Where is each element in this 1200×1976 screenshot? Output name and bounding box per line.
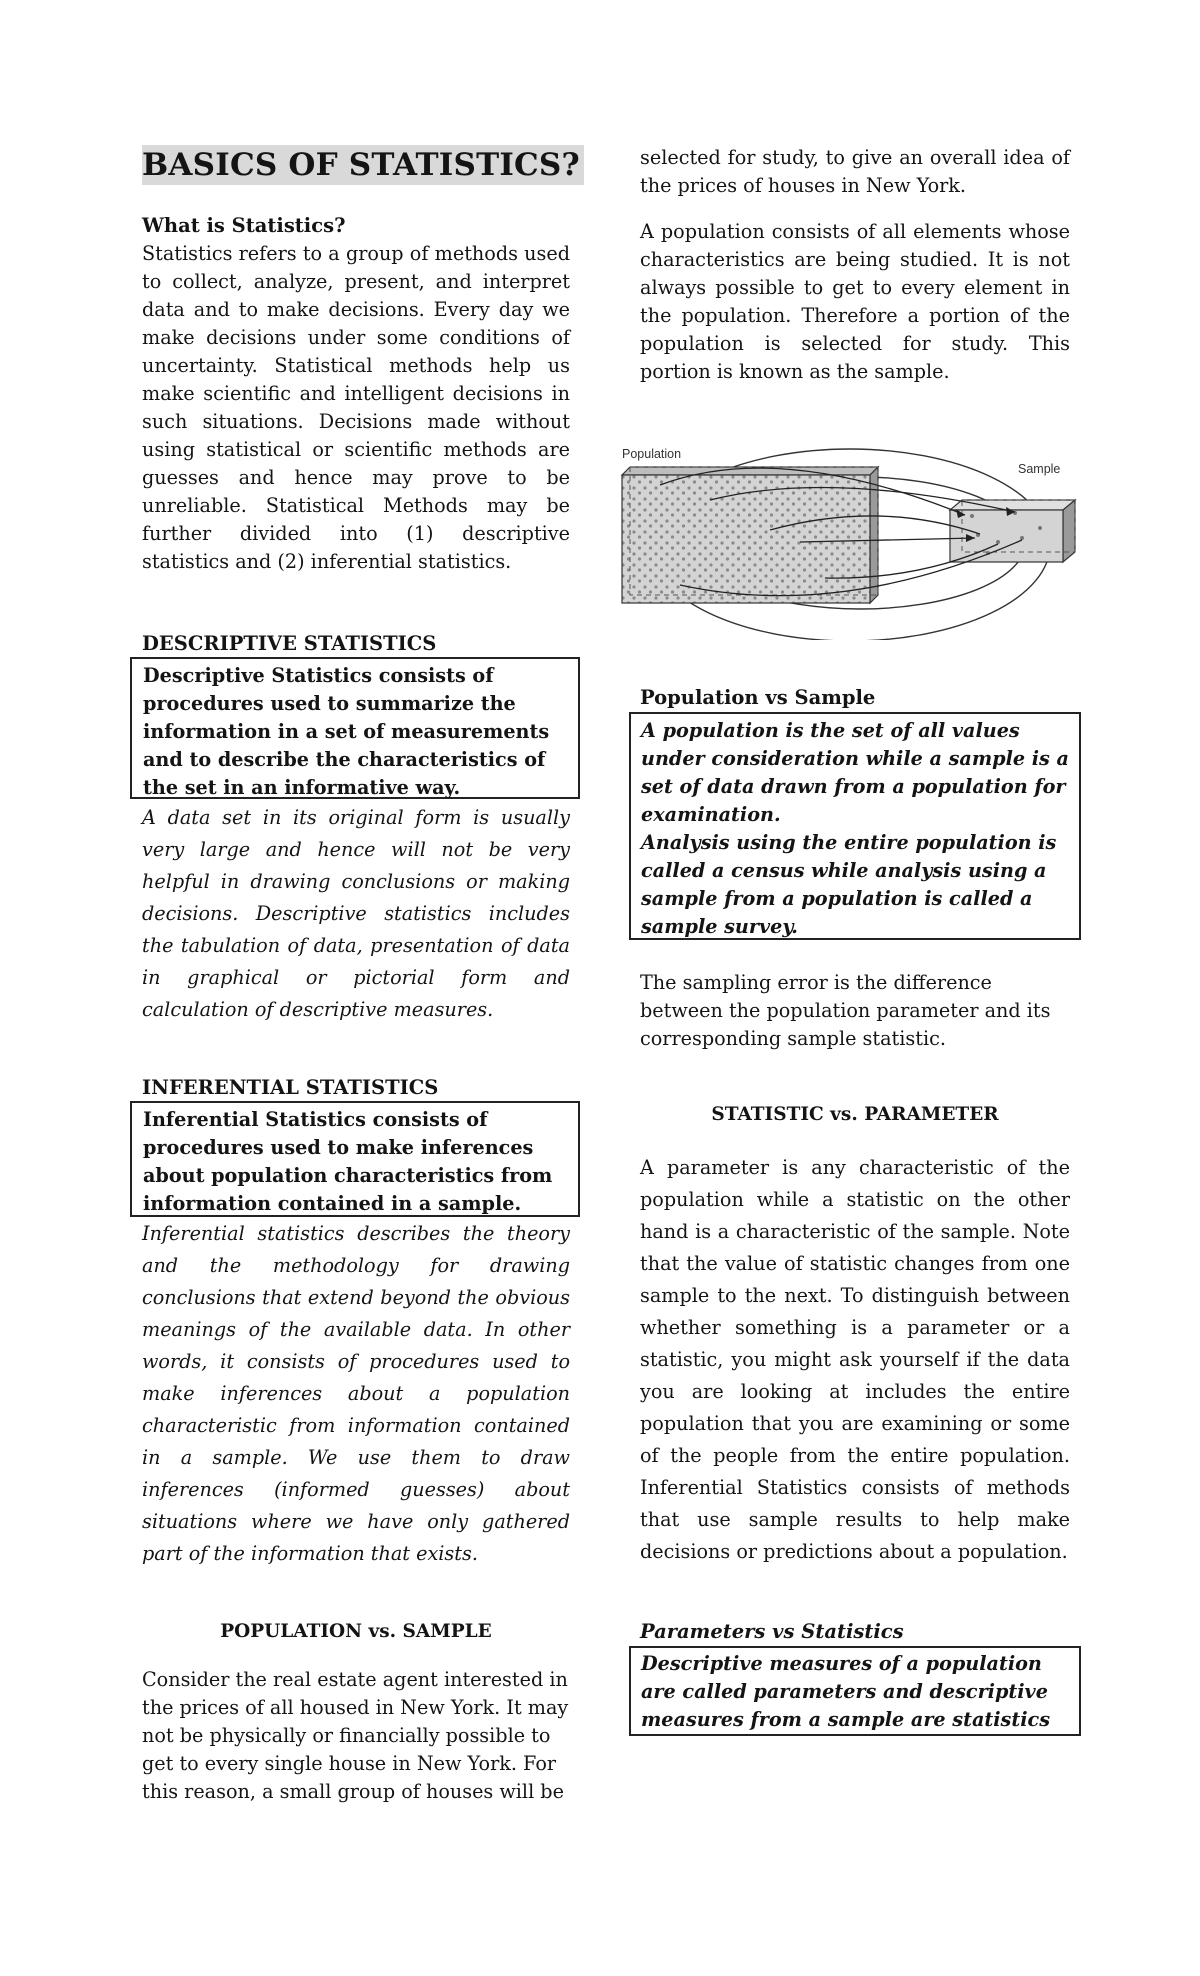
- inferential-definition-text: Inferential Statistics consists of procedures used to make inferences about population characteristics from information contained in a sample.: [143, 1108, 553, 1215]
- sampling-error-body: The sampling error is the difference between the population parameter and its corresponding sample statistic.: [640, 971, 1051, 1050]
- descriptive-definition-box: [130, 657, 580, 799]
- population-definition-body: A population consists of all elements whose characteristics are being studied. It is not always possible to get to every element in the population. Therefore a portion of the population is selected for study. This portion is known as the sample.: [640, 220, 1070, 383]
- sample-label: Sample: [1018, 462, 1061, 476]
- population-vs-sample-text-1: A population is the set of all values under consideration while a sample is a set of data drawn from a population for examination.: [641, 719, 1069, 826]
- descriptive-definition-text: Descriptive Statistics consists of procedures used to summarize the information in a set of measurements and to describe the characteristics of the set in an informative way.: [143, 664, 550, 799]
- population-vs-sample-subheading: Population vs Sample: [640, 686, 876, 709]
- population-box: [622, 475, 870, 603]
- what-is-statistics-body: Statistics refers to a group of methods used to collect, analyze, present, and interpret data and to make decisions. Every day we make decisions under some conditions of uncertainty. Statistical methods help us make scientific and intelligent decisions in such situations. Decisions made without using statistical or scientific methods are guesses and hence may prove to be unreliable. Statistical Methods may be further divided into (1) descriptive statistics and (2) inferential statistics.: [142, 242, 570, 573]
- descriptive-statistics-body: A data set in its original form is usually very large and hence will not be very helpful in drawing conclusions or making decisions. Descriptive statistics includes the tabulation of data, presentation of data in graphical or pictorial form and calculation of descriptive measures.: [142, 806, 570, 1021]
- parameters-vs-statistics-box: [629, 1646, 1081, 1736]
- population-vs-sample-box: [629, 712, 1081, 940]
- statistic-vs-parameter-heading: STATISTIC vs. PARAMETER: [711, 1104, 999, 1125]
- parameters-vs-statistics-text: Descriptive measures of a population are called parameters and descriptive measures from a sample are statistics: [641, 1652, 1050, 1731]
- population-box-side: [870, 467, 878, 603]
- descriptive-statistics-heading: DESCRIPTIVE STATISTICS: [142, 632, 437, 655]
- example-continued-body: selected for study, to give an overall idea of the prices of houses in New York.: [640, 146, 1070, 197]
- statistic-vs-parameter-body: A parameter is any characteristic of the population while a statistic on the other hand is a characteristic of the sample. Note that the value of statistic changes from one sample to the next. To distinguish between whether something is a parameter or a statistic, you might ask yourself if the data you are looking at includes the entire population that you are examining or some of the people from the entire population. Inferential Statistics consists of methods that use sample results to help make decisions or predictions about a population.: [640, 1156, 1070, 1563]
- population-sample-diagram: [620, 430, 1090, 640]
- population-vs-sample-heading: POPULATION vs. SAMPLE: [220, 1621, 492, 1642]
- sample-box-side: [1063, 500, 1075, 562]
- inferential-definition-box: [130, 1101, 580, 1217]
- population-vs-sample-text-2: Analysis using the entire population is called a census while analysis using a sample from a population is called a sample survey.: [641, 831, 1057, 938]
- population-example-body: Consider the real estate agent interested in the prices of all housed in New York. It may not be physically or financially possible to get to every single house in New York. For this reason, a small group of houses will be: [142, 1668, 569, 1803]
- inferential-statistics-heading: INFERENTIAL STATISTICS: [142, 1076, 439, 1099]
- what-is-statistics-heading: What is Statistics?: [142, 214, 346, 237]
- page-title: BASICS OF STATISTICS?: [142, 145, 584, 185]
- sample-box-top: [950, 500, 1075, 510]
- parameters-vs-statistics-heading: Parameters vs Statistics: [640, 1620, 904, 1643]
- inferential-statistics-body: Inferential statistics describes the theory and the methodology for drawing conclusions that extend beyond the obvious meanings of the available data. In other words, it consists of procedures used to make inferences about a population characteristic from information contained in a sample. We use them to draw inferences (informed guesses) about situations where we have only gathered part of the information that exists.: [142, 1222, 570, 1565]
- population-label: Population: [622, 447, 682, 461]
